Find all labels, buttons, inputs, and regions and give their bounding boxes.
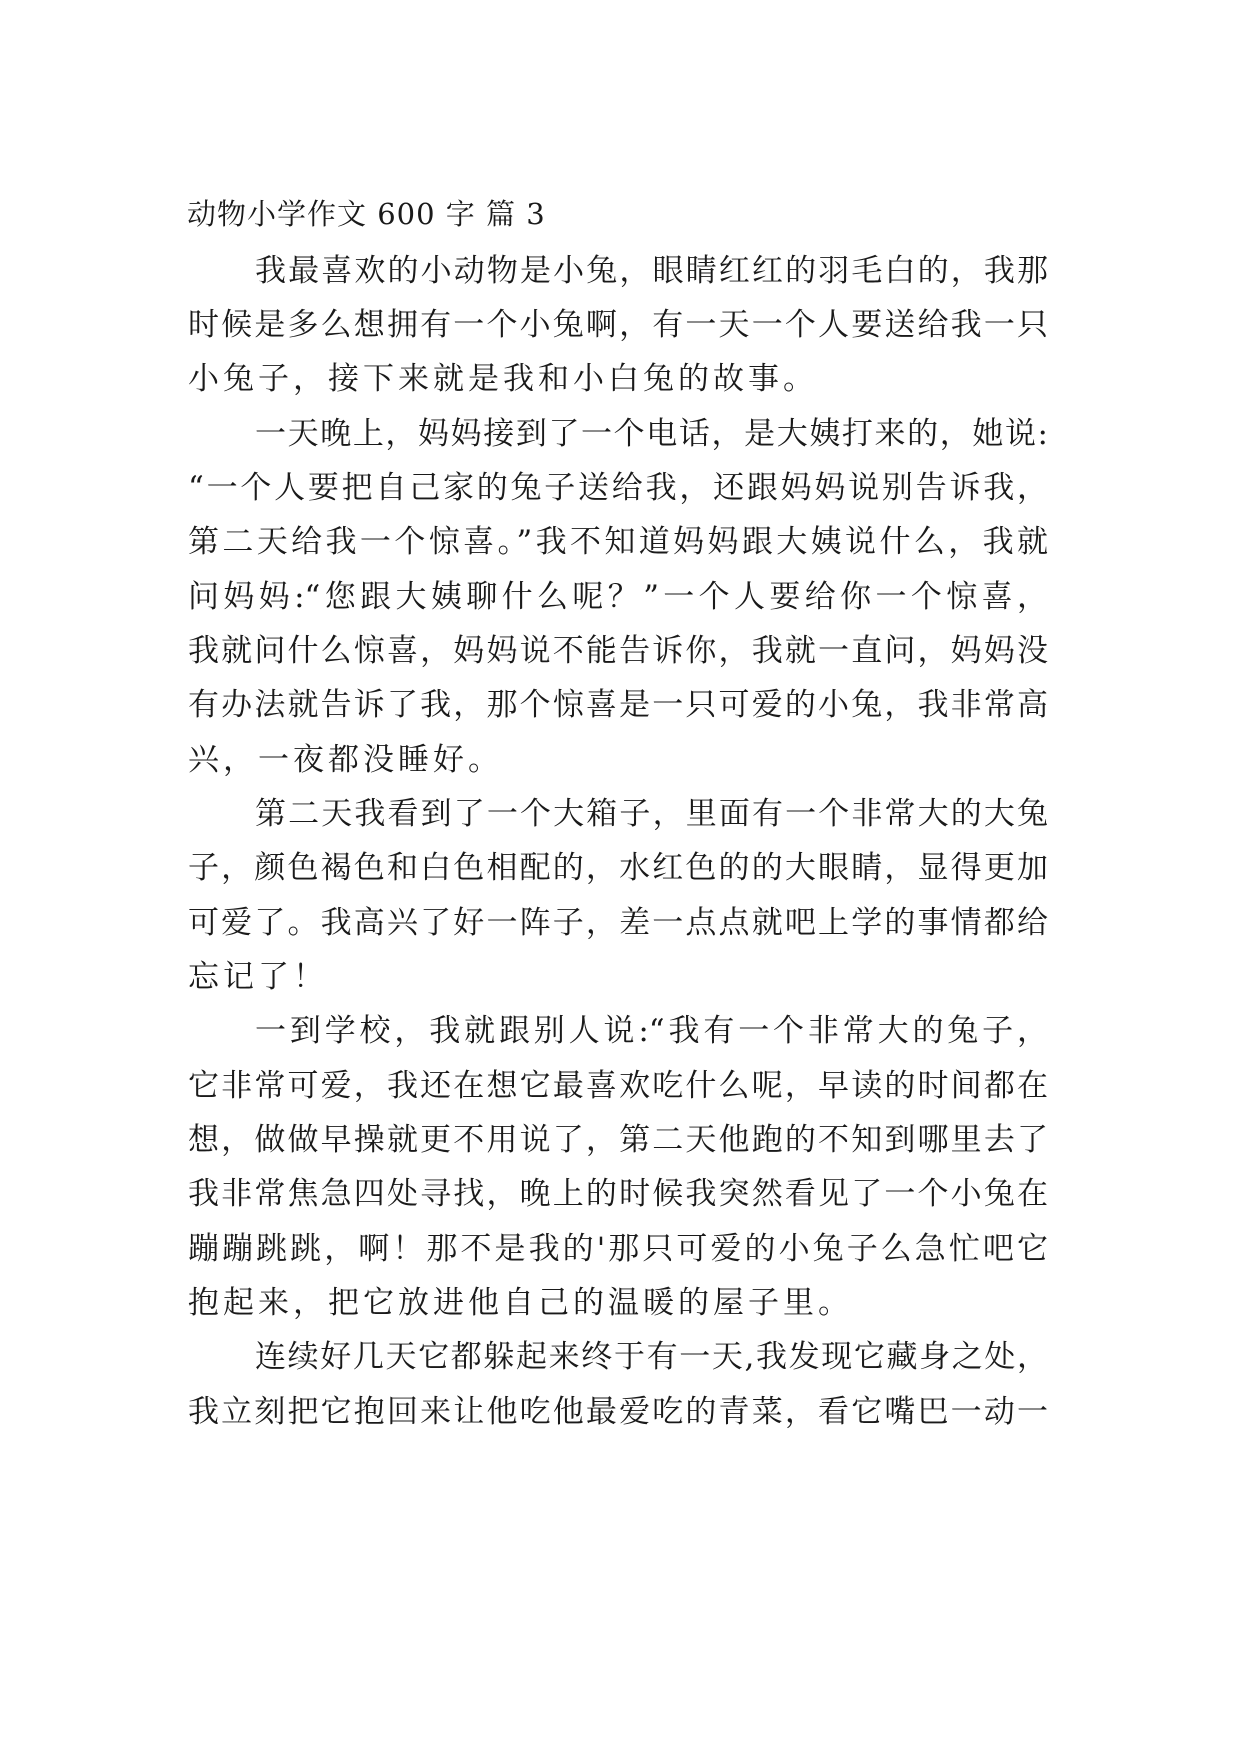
- paragraph-2-line-5: 我就问什么惊喜，妈妈说不能告诉你，我就一直问，妈妈没: [188, 633, 1048, 669]
- paragraph-1-line-3: 小兔子，接下来就是我和小白兔的故事。: [188, 361, 818, 397]
- paragraph-3-line-3: 可爱了。我高兴了好一阵子，差一点点就吧上学的事情都给: [188, 905, 1048, 941]
- paragraph-1-line-1: 我最喜欢的小动物是小兔，眼睛红红的羽毛白的，我那: [255, 253, 1048, 289]
- paragraph-4-line-4: 我非常焦急四处寻找，晚上的时候我突然看见了一个小兔在: [188, 1176, 1048, 1212]
- paragraph-3-line-2: 子，颜色褐色和白色相配的，水红色的的大眼睛，显得更加: [188, 850, 1048, 886]
- paragraph-2-line-1: 一天晚上，妈妈接到了一个电话，是大姨打来的，她说:: [255, 416, 1048, 452]
- paragraph-4-line-1: 一到学校，我就跟别人说:“我有一个非常大的兔子，: [255, 1013, 1048, 1049]
- paragraph-4-line-5: 蹦蹦跳跳，啊！那不是我的'那只可爱的小兔子么急忙吧它: [188, 1231, 1048, 1267]
- paragraph-2-line-7: 兴，一夜都没睡好。: [188, 742, 503, 778]
- paragraph-2-line-3: 第二天给我一个惊喜。”我不知道妈妈跟大姨说什么，我就: [188, 524, 1048, 560]
- paragraph-2-line-6: 有办法就告诉了我，那个惊喜是一只可爱的小兔，我非常高: [188, 687, 1048, 723]
- paragraph-5-line-1: 连续好几天它都躲起来终于有一天,我发现它藏身之处，: [255, 1339, 1048, 1375]
- paragraph-2-line-2: “一个人要把自己家的兔子送给我，还跟妈妈说别告诉我，: [188, 470, 1048, 506]
- paragraph-4-line-2: 它非常可爱，我还在想它最喜欢吃什么呢，早读的时间都在: [188, 1068, 1048, 1104]
- paragraph-4-line-3: 想，做做早操就更不用说了，第二天他跑的不知到哪里去了: [188, 1122, 1048, 1158]
- paragraph-2-line-4: 问妈妈:“您跟大姨聊什么呢？”一个人要给你一个惊喜，: [188, 579, 1048, 615]
- paragraph-3-line-4: 忘记了！: [188, 959, 328, 995]
- document-title: 动物小学作文 600 字 篇 3: [187, 197, 546, 231]
- paragraph-5-line-2: 我立刻把它抱回来让他吃他最爱吃的青菜，看它嘴巴一动一: [188, 1394, 1048, 1430]
- paragraph-1-line-2: 时候是多么想拥有一个小兔啊，有一天一个人要送给我一只: [188, 307, 1048, 343]
- paragraph-4-line-6: 抱起来，把它放进他自己的温暖的屋子里。: [188, 1285, 853, 1321]
- paragraph-3-line-1: 第二天我看到了一个大箱子，里面有一个非常大的大兔: [255, 796, 1048, 832]
